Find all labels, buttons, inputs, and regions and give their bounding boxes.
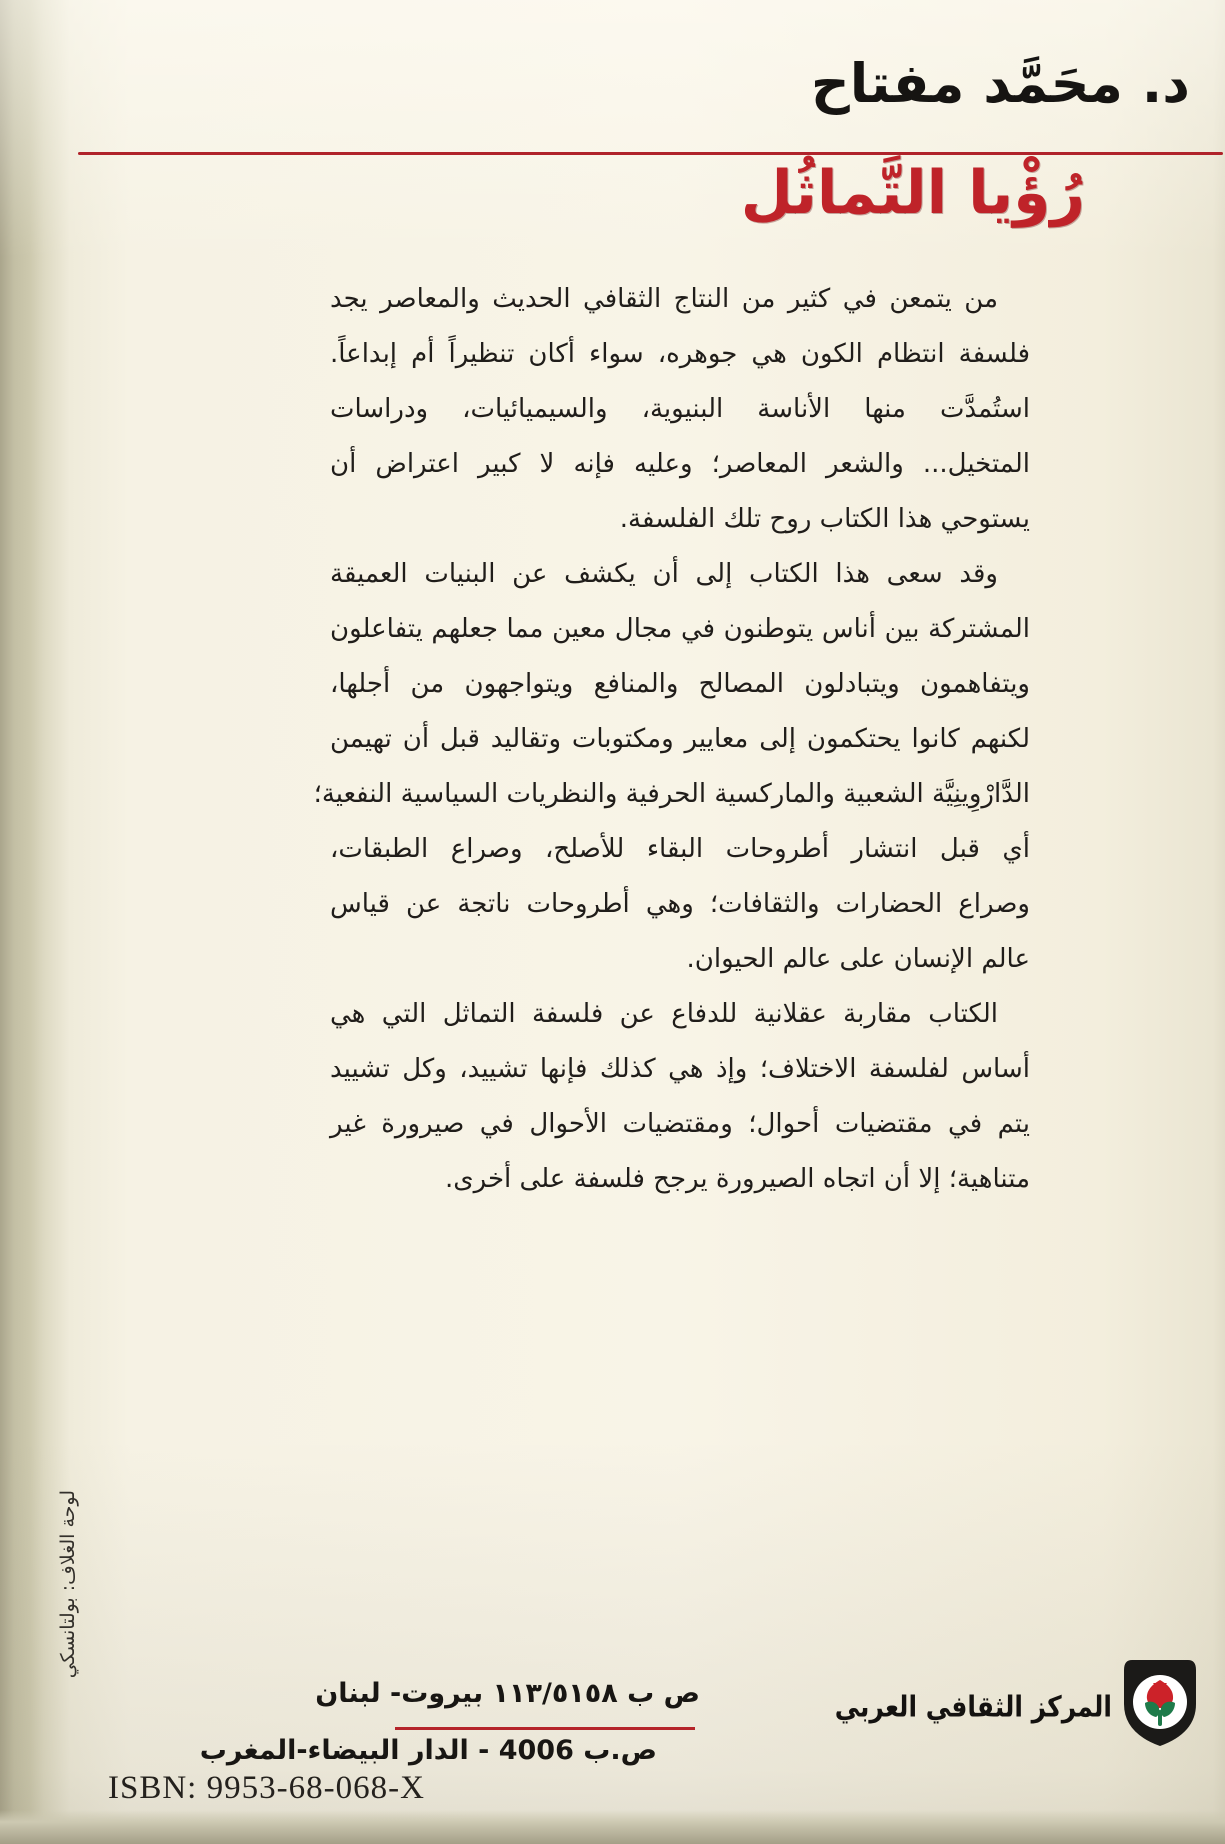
blurb-line: من يتمعن في كثير من النتاج الثقافي الحديث والمعاصر يجد — [330, 284, 998, 314]
publisher-address-beirut: ص ب ١١٣/٥١٥٨ بيروت- لبنان — [315, 1678, 700, 1709]
blurb-line: يتم في مقتضيات أحوال؛ ومقتضيات الأحوال في صيرورة غير — [330, 1109, 1030, 1139]
blurb-line: الكتاب مقاربة عقلانية للدفاع عن فلسفة التماثل التي هي — [330, 999, 998, 1029]
blurb-line: أساس لفلسفة الاختلاف؛ وإذ هي كذلك فإنها تشييد، وكل تشييد — [330, 1054, 1030, 1084]
blurb-line: عالم الإنسان على عالم الحيوان. — [686, 944, 1030, 974]
blurb-line: يستوحي هذا الكتاب روح تلك الفلسفة. — [619, 504, 1030, 534]
blurb-line: الدَّارْوِينِيَّة الشعبية والماركسية الحرفية والنظريات السياسية النفعية؛ — [313, 779, 1030, 809]
address-divider-rule — [395, 1727, 695, 1730]
blurb-line: المتخيل... والشعر المعاصر؛ وعليه فإنه لا كبير اعتراض أن — [330, 449, 1030, 479]
blurb-line: وقد سعى هذا الكتاب إلى أن يكشف عن البنيات العميقة — [330, 559, 998, 589]
isbn-text: ISBN: 9953-68-068-X — [108, 1770, 425, 1806]
blurb-line: متناهية؛ إلا أن اتجاه الصيرورة يرجح فلسفة على أخرى. — [445, 1164, 1030, 1194]
blurb-line: المشتركة بين أناس يتوطنون في مجال معين مما جعلهم يتفاعلون — [330, 614, 1030, 644]
blurb-line: أي قبل انتشار أطروحات البقاء للأصلح، وصراع الطبقات، — [330, 834, 1030, 864]
blurb-line: لكنهم كانوا يحتكمون إلى معايير ومكتوبات وتقاليد قبل أن تهيمن — [330, 724, 1030, 754]
publisher-logo — [1120, 1656, 1200, 1748]
header-rule — [78, 152, 1223, 155]
cover-art-credit: لوحة الغلاف: بولتانسكي — [57, 1490, 79, 1679]
book-title: رُؤْيا التَّماثُل — [740, 158, 1085, 228]
page-bottom-edge — [0, 1810, 1225, 1844]
blurb-line: فلسفة انتظام الكون هي جوهره، سواء أكان تنظيراً أم إبداعاً. — [330, 339, 1030, 369]
author-name: د. محَمَّد مفتاح — [810, 52, 1190, 115]
publisher-address-casablanca: ص.ب 4006 - الدار البيضاء-المغرب — [199, 1735, 657, 1766]
blurb-line: استُمدَّت منها الأناسة البنيوية، والسيميائيات، ودراسات — [330, 394, 1030, 424]
shield-tulip-icon — [1120, 1656, 1200, 1748]
blurb-line: وصراع الحضارات والثقافات؛ وهي أطروحات ناتجة عن قياس — [330, 889, 1030, 919]
blurb-line: ويتفاهمون ويتبادلون المصالح والمنافع ويتواجهون من أجلها، — [330, 669, 1030, 699]
publisher-name: المركز الثقافي العربي — [834, 1690, 1112, 1724]
back-cover-blurb — [313, 272, 1030, 1207]
